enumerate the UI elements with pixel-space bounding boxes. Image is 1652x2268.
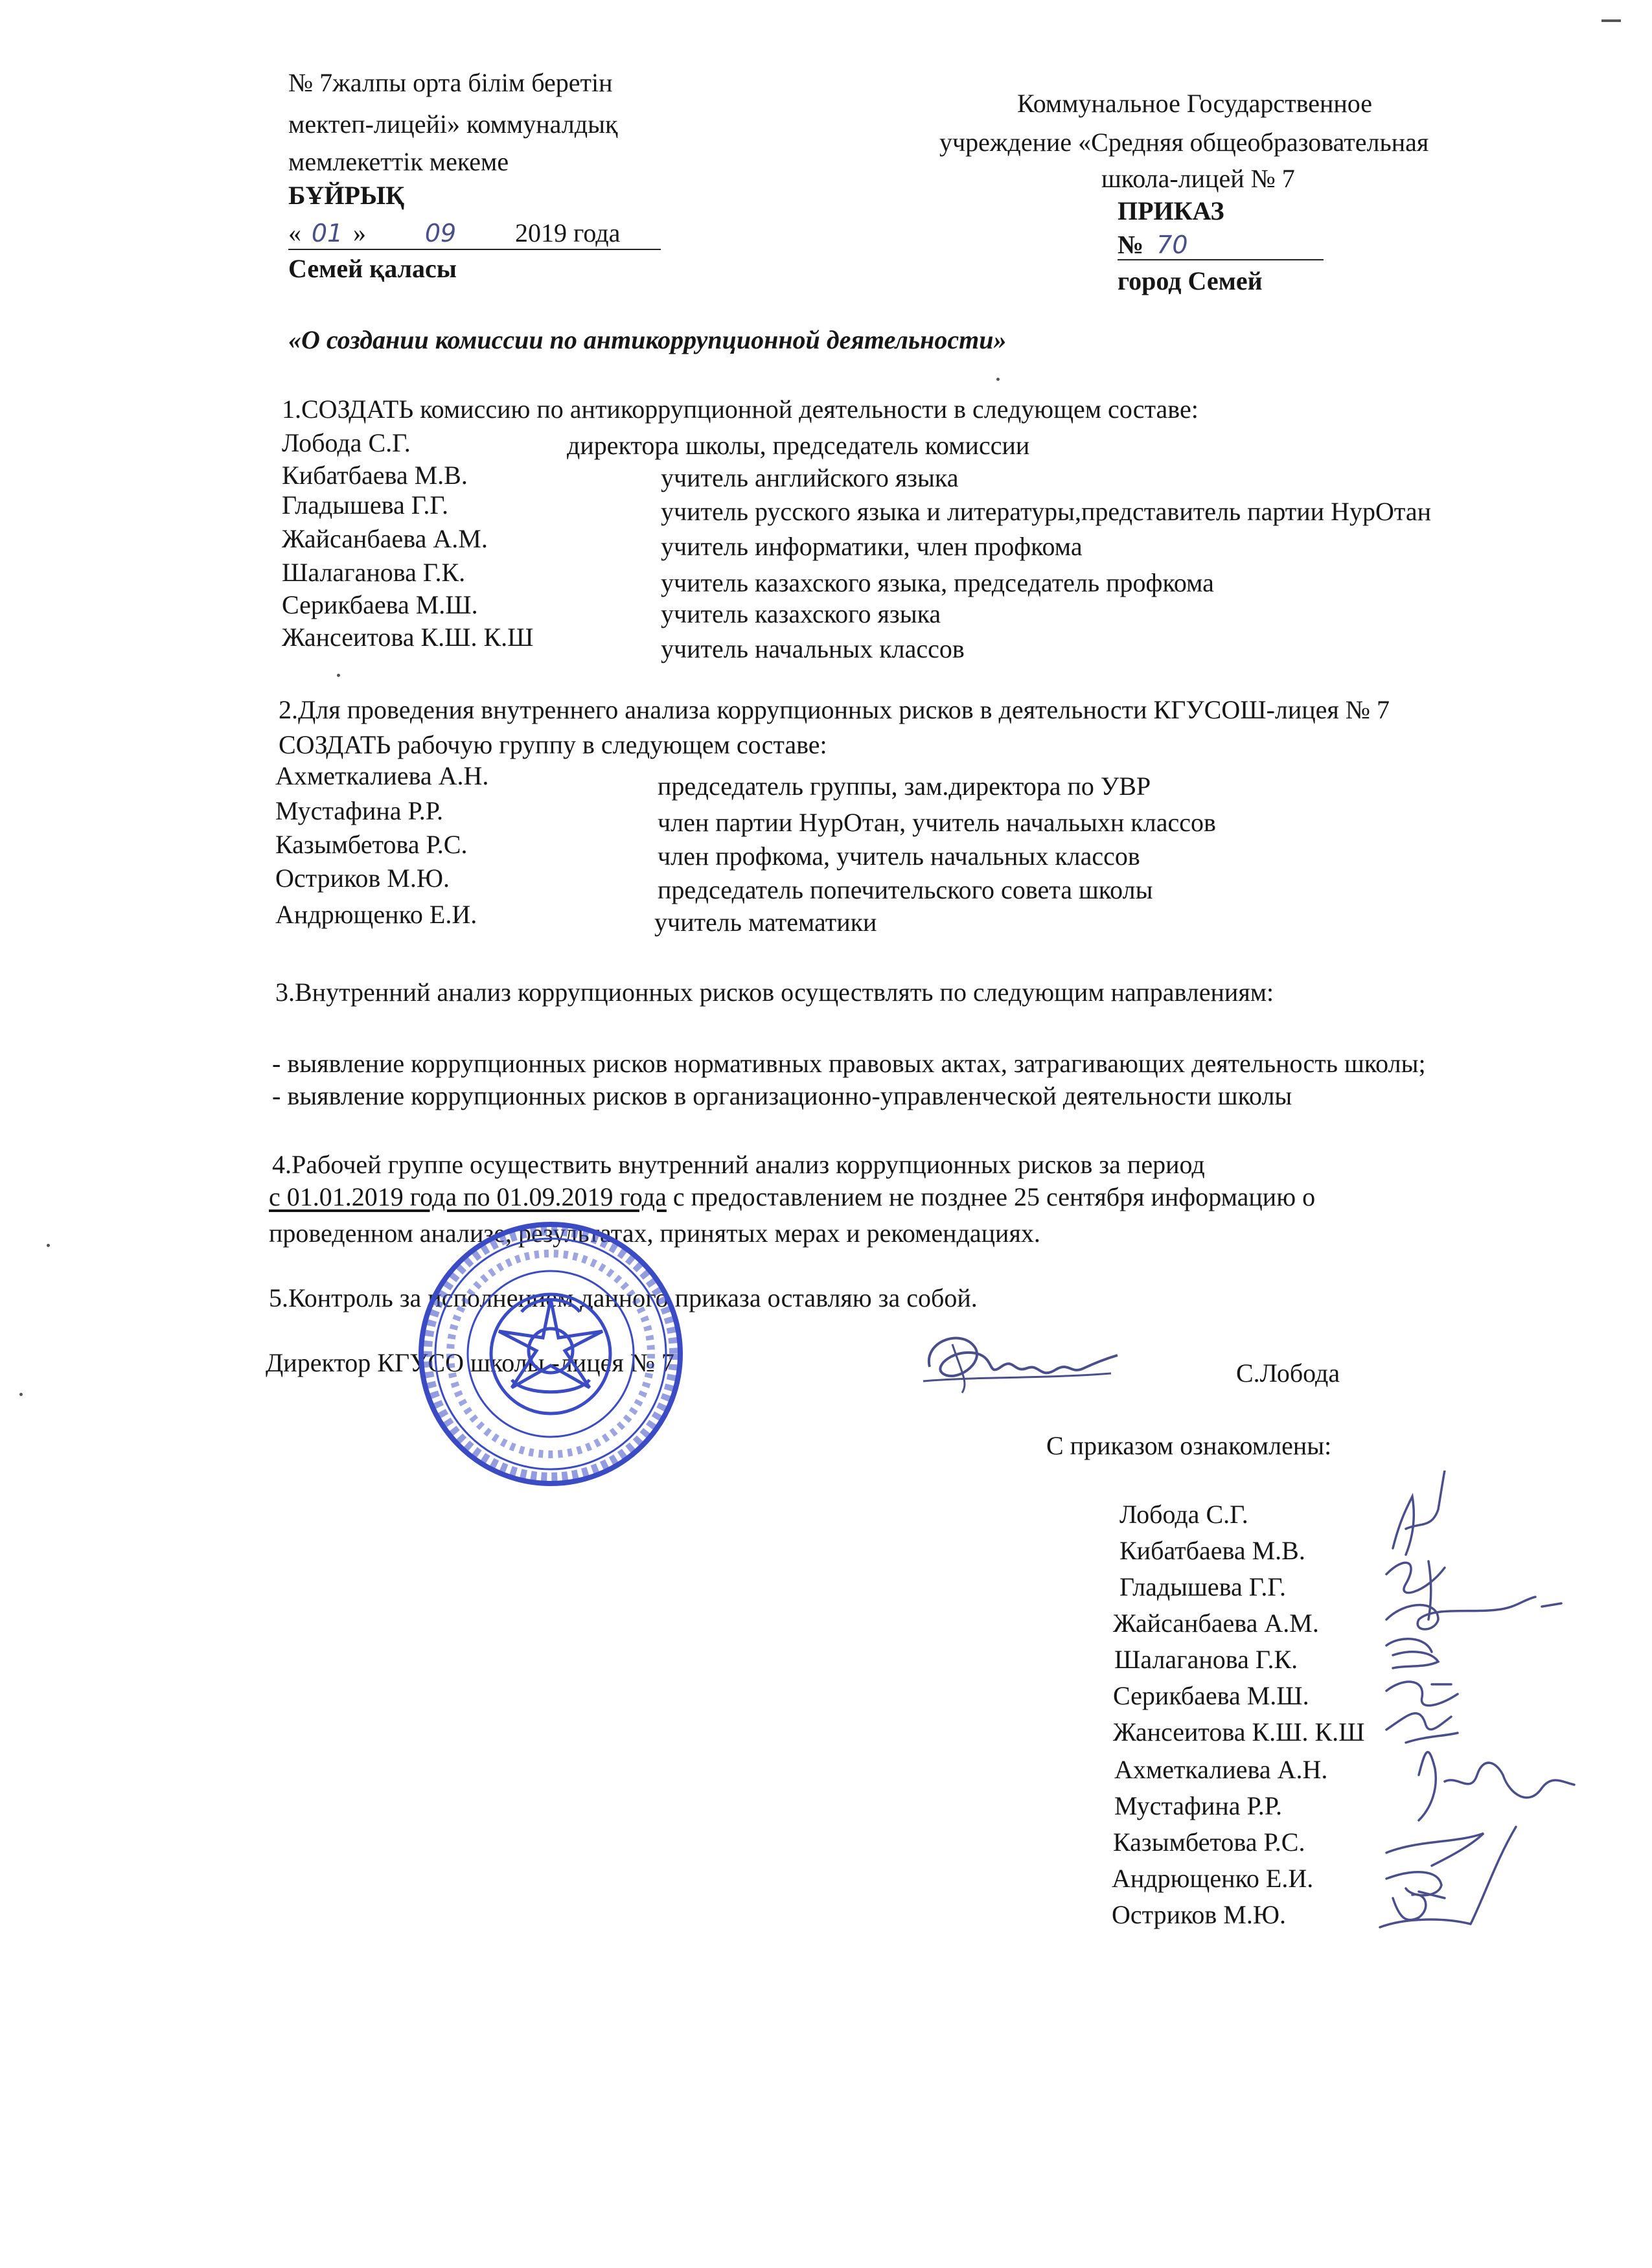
section2-heading-line1: 2.Для проведения внутреннего анализа коррупционных рисков в деятельности КГУСОШ-лицея № 7: [279, 695, 1390, 724]
section1-member-name: Жайсанбаева А.М.: [282, 524, 488, 553]
section1-member-role: директора школы, председатель комиссии: [567, 431, 1030, 460]
scan-speck: [47, 1244, 50, 1247]
section2-member-role: член партии НурОтан, учитель начальыхн классов: [658, 808, 1216, 837]
order-word-kazakh: БҰЙРЫҚ: [288, 181, 405, 210]
acquainted-name: Жайсанбаева А.М.: [1113, 1609, 1319, 1638]
date-underline: [288, 249, 661, 250]
acquaintance-signatures: [1367, 1471, 1581, 1937]
section2-member-name: Мустафина Р.Р.: [275, 796, 444, 825]
order-date: [288, 220, 620, 246]
section1-heading: 1.СОЗДАТЬ комиссию по антикоррупционной деятельности в следующем составе:: [282, 395, 1199, 424]
header-left-line2: мектеп-лицейі» коммуналдық: [288, 109, 618, 139]
order-word-russian: ПРИКАЗ: [1118, 196, 1224, 225]
section1-member-name: Лобода С.Г.: [282, 428, 411, 457]
scan-speck: [19, 1393, 23, 1396]
scan-speck: [337, 674, 340, 677]
acquainted-name: Серикбаева М.Ш.: [1113, 1681, 1309, 1710]
section2-member-role: председатель попечительского совета школы: [658, 875, 1153, 904]
order-number-underline: [1118, 259, 1324, 260]
section4-line2-rest: с предоставлением не позднее 25 сентября информацию о: [666, 1182, 1316, 1211]
date-year: 2019 года: [515, 218, 621, 247]
section1-member-name: Серикбаева М.Ш.: [282, 590, 478, 619]
acquainted-name: Мустафина Р.Р.: [1114, 1791, 1283, 1820]
header-left-line3: мемлекеттік мекеме: [288, 147, 509, 176]
date-day-handwritten: 01: [311, 219, 343, 247]
official-stamp-seal-icon: [415, 1218, 687, 1493]
header-right-line3: школа-лицей № 7: [1101, 164, 1295, 193]
section1-member-role: учитель английского языка: [661, 463, 959, 492]
section1-member-name: Шалаганова Г.К.: [282, 558, 466, 587]
section1-member-role: учитель казахского языка: [661, 599, 941, 628]
director-signature: [917, 1322, 1130, 1399]
handwritten-signature-icon: [917, 1322, 1130, 1399]
section2-heading-line2: СОЗДАТЬ рабочую группу в следующем составе:: [279, 730, 827, 759]
acquainted-heading: С приказом ознакомлены:: [1046, 1431, 1332, 1460]
section4-period-underlined: с 01.01.2019 года по 01.09.2019 года: [269, 1182, 667, 1211]
director-label: Директор КГУСО школы -лицея № 7: [266, 1348, 674, 1377]
acquainted-name: Жансеитова К.Ш. К.Ш: [1113, 1717, 1365, 1747]
section1-member-name: Жансеитова К.Ш. К.Ш: [282, 623, 534, 652]
section2-member-name: Казымбетова Р.С.: [275, 830, 468, 859]
acquainted-name: Шалаганова Г.К.: [1114, 1645, 1298, 1674]
acquainted-name: Андрющенко Е.И.: [1112, 1864, 1314, 1893]
section4-line1: 4.Рабочей группе осуществить внутренний анализ коррупционных рисков за период: [272, 1150, 1205, 1179]
date-month-handwritten: 09: [424, 219, 457, 247]
section1-member-name: Гладышева Г.Г.: [282, 490, 448, 520]
section3-item: - выявление коррупционных рисков в организационно-управленческой деятельности школы: [272, 1081, 1292, 1110]
section4-line3: проведенном анализе, результатах, принятых мерах и рекомендациях.: [269, 1219, 1040, 1248]
section1-member-name: Кибатбаева М.В.: [282, 461, 468, 490]
section3-item: - выявление коррупционных рисков нормативных правовых актах, затрагивающих деятельность школы;: [272, 1049, 1426, 1078]
header-right-line2: учреждение «Средняя общеобразовательная: [939, 128, 1429, 157]
scan-speck: [996, 378, 1000, 381]
section2-member-name: Остриков М.Ю.: [275, 864, 450, 893]
acquainted-name: Ахметкалиева А.Н.: [1114, 1755, 1328, 1784]
handwritten-signature-icon: [1367, 1471, 1581, 1937]
acquainted-name: Кибатбаева М.В.: [1119, 1536, 1305, 1565]
section2-member-role: председатель группы, зам.директора по УВР: [658, 772, 1151, 801]
section1-member-role: учитель начальных классов: [661, 634, 965, 663]
section1-member-role: учитель информатики, член профкома: [661, 532, 1083, 561]
section1-member-role: учитель русского языка и литературы,представитель партии НурОтан: [661, 497, 1431, 526]
date-close-quote: »: [353, 218, 366, 247]
section2-member-name: Андрющенко Е.И.: [275, 900, 477, 929]
acquainted-name: Лобода С.Г.: [1119, 1500, 1248, 1529]
acquainted-name: Казымбетова Р.С.: [1113, 1827, 1305, 1857]
section2-member-role: учитель математики: [654, 908, 877, 937]
city-russian: город Семей: [1118, 266, 1263, 295]
order-number-handwritten: 70: [1156, 231, 1188, 259]
header-right-line1: Коммунальное Государственное: [1017, 89, 1373, 118]
section2-member-name: Ахметкалиева А.Н.: [275, 761, 489, 790]
section3-heading: 3.Внутренний анализ коррупционных рисков осуществлять по следующим направлениям:: [275, 978, 1274, 1007]
section4-line2: [269, 1184, 1315, 1210]
acquainted-name: Остриков М.Ю.: [1112, 1900, 1286, 1929]
scan-speck: [1601, 19, 1621, 22]
date-open-quote: «: [288, 218, 301, 247]
acquainted-name: Гладышева Г.Г.: [1119, 1572, 1286, 1601]
section5-text: 5.Контроль за исполнением данного приказа оставляю за собой.: [269, 1283, 978, 1312]
city-kazakh: Семей қаласы: [288, 254, 457, 283]
director-name: С.Лобода: [1236, 1358, 1340, 1388]
order-number-label: №: [1118, 230, 1144, 259]
order-title: «О создании комиссии по антикоррупционной деятельности»: [288, 325, 1007, 354]
section2-member-role: член профкома, учитель начальных классов: [658, 842, 1140, 871]
header-left-line1: № 7жалпы орта білім беретін: [288, 68, 613, 97]
order-number: [1118, 232, 1188, 258]
section1-member-role: учитель казахского языка, председатель профкома: [661, 568, 1214, 597]
